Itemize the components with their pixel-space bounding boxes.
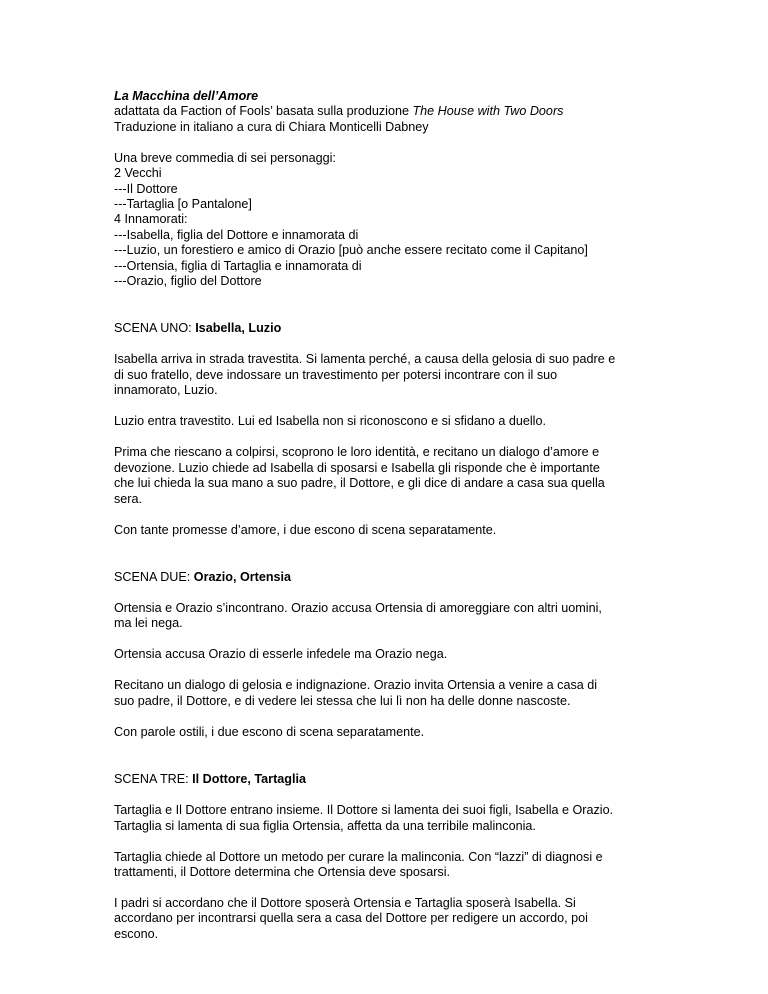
text-line: escono. xyxy=(114,926,159,941)
text-line: Prima che riescano a colpirsi, scoprono le loro identità, e recitano un dialogo d’amore e xyxy=(114,445,600,460)
scene-paragraph xyxy=(114,725,662,740)
title-block xyxy=(114,89,662,135)
cast-line: ---Ortensia, figlia di Tartaglia e innamorata di xyxy=(114,258,362,273)
cast-line: ---Isabella, figlia del Dottore e innamorata di xyxy=(114,227,359,242)
scene-paragraph xyxy=(114,678,662,709)
scene-paragraph xyxy=(114,352,662,398)
scene-heading xyxy=(114,321,662,336)
text-line: Tartaglia chiede al Dottore un metodo per curare la malinconia. Con “lazzi” di diagnosi e xyxy=(114,849,603,864)
scene-paragraph xyxy=(114,803,662,834)
cast-line: ---Luzio, un forestiero e amico di Orazio [può anche essere recitato come il Capitano] xyxy=(114,243,588,258)
adaptation-credit-text: adattata da Faction of Fools’ basata sulla produzione xyxy=(114,104,413,119)
translation-credit: Traduzione in italiano a cura di Chiara Monticelli Dabney xyxy=(114,119,429,134)
document-body xyxy=(114,89,662,942)
text-line: Tartaglia si lamenta di sua figlia Ortensia, affetta da una terribile malinconia. xyxy=(114,818,536,833)
scene-heading xyxy=(114,772,662,787)
cast-line: ---Tartaglia [o Pantalone] xyxy=(114,197,252,212)
adaptation-credit xyxy=(114,104,662,119)
scene-three xyxy=(114,772,662,942)
scene-paragraph xyxy=(114,647,662,662)
document-title: La Macchina dell’Amore xyxy=(114,89,259,103)
scene-paragraph xyxy=(114,523,662,538)
text-line: suo padre, il Dottore, e di vedere lei stessa che lui lì non ha delle donne nascoste. xyxy=(114,693,571,708)
cast-line: ---Il Dottore xyxy=(114,181,178,196)
text-line: sera. xyxy=(114,491,142,506)
scene-one xyxy=(114,321,662,537)
text-line: Isabella arriva in strada travestita. Si lamenta perché, a causa della gelosia di suo padre e xyxy=(114,352,616,367)
text-line: Con parole ostili, i due escono di scena separatamente. xyxy=(114,724,425,739)
cast-intro: Una breve commedia di sei personaggi: xyxy=(114,150,336,165)
text-line: che lui chieda la sua mano a suo padre, il Dottore, e gli dice di andare a casa sua quella xyxy=(114,476,605,491)
scene-paragraph xyxy=(114,601,662,632)
text-line: I padri si accordano che il Dottore sposerà Ortensia e Tartaglia sposerà Isabella. Si xyxy=(114,895,576,910)
text-line: innamorato, Luzio. xyxy=(114,383,218,398)
scene-paragraph xyxy=(114,850,662,881)
source-production-title: The House with Two Doors xyxy=(412,104,564,119)
scene-characters: Il Dottore, Tartaglia xyxy=(192,772,306,787)
cast-list xyxy=(114,151,662,290)
scene-characters: Orazio, Ortensia xyxy=(193,569,292,584)
scene-paragraph xyxy=(114,445,662,507)
cast-line: 4 Innamorati: xyxy=(114,212,188,227)
scene-paragraph xyxy=(114,414,662,429)
scene-label: SCENA TRE: xyxy=(114,772,193,787)
text-line: Ortensia e Orazio s’incontrano. Orazio accusa Ortensia di amoreggiare con altri uomini, xyxy=(114,600,602,615)
scene-label: SCENA UNO: xyxy=(114,321,196,336)
scene-heading xyxy=(114,570,662,585)
text-line: Ortensia accusa Orazio di esserle infedele ma Orazio nega. xyxy=(114,647,448,662)
text-line: trattamenti, il Dottore determina che Ortensia deve sposarsi. xyxy=(114,864,450,879)
scene-paragraph xyxy=(114,896,662,942)
scene-characters: Isabella, Luzio xyxy=(195,321,282,336)
text-line: Con tante promesse d’amore, i due escono di scena separatamente. xyxy=(114,522,497,537)
cast-line: ---Orazio, figlio del Dottore xyxy=(114,274,262,289)
text-line: ma lei nega. xyxy=(114,616,183,631)
scene-label: SCENA DUE: xyxy=(114,569,194,584)
text-line: di suo fratello, deve indossare un travestimento per potersi incontrare con il suo xyxy=(114,367,558,382)
scene-two xyxy=(114,570,662,740)
text-line: devozione. Luzio chiede ad Isabella di sposarsi e Isabella gli risponde che è importante xyxy=(114,460,600,475)
cast-line: 2 Vecchi xyxy=(114,166,162,181)
text-line: Luzio entra travestito. Lui ed Isabella non si riconoscono e si sfidano a duello. xyxy=(114,414,546,429)
text-line: Recitano un dialogo di gelosia e indignazione. Orazio invita Ortensia a venire a casa di xyxy=(114,678,598,693)
text-line: accordano per incontrarsi quella sera a casa del Dottore per redigere un accordo, poi xyxy=(114,911,588,926)
text-line: Tartaglia e Il Dottore entrano insieme. Il Dottore si lamenta dei suoi figli, Isabella e Orazio. xyxy=(114,803,614,818)
